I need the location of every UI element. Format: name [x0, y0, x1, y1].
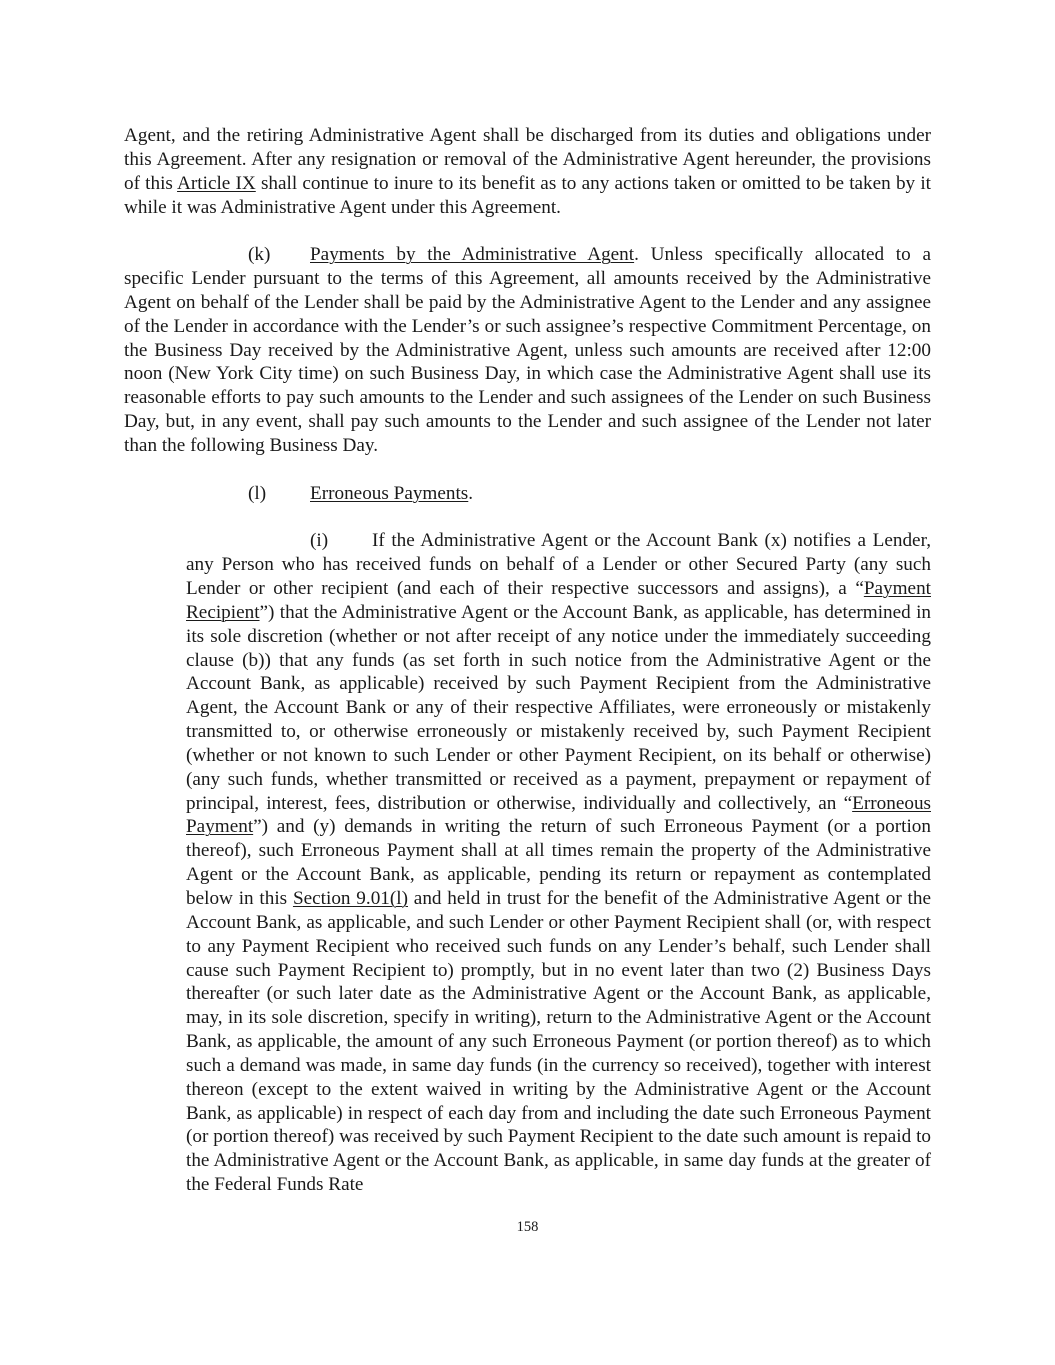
paragraph-text: and held in trust for the benefit of the Administrative Agent or the Account Bank, as applicable, and such Lender or other Payment Recipient shall (or, with respect to any Payment Recipient who received such funds on any Lender’s behalf, such Lender shall cause such Payment Recipient to) promptly, but in no event later than two (2) Business Days thereafter (or such later date as the Administrative Agent or the Account Bank, as applicable, may, in its sole discretion, specify in writing), return to the Administrative Agent or the Account Bank, as applicable, the amount of any such Erroneous Payment (or portion thereof) as to which such a demand was made, in same day funds (in the currency so received), together with interest thereon (except to the extent waived in writing by the Administrative Agent or the Account Bank, as applicable) in respect of each day from and including the date such Erroneous Payment (or portion thereof) was received by such Payment Recipient to the date such amount is repaid to the Administrative Agent or the Account Bank, as applicable, in same day funds at the greater of the Federal Funds Rate	[186, 888, 931, 1196]
continuation-paragraph	[124, 124, 931, 219]
section-k-body: Unless specifically allocated to a specific Lender pursuant to the terms of this Agreement, all amounts received by the Administrative Agent on behalf of the Lender shall be paid by the Administrative Agent to the Lender and any assignee of the Lender in accordance with the Lender’s or such assignee’s respective Commitment Percentage, on the Business Day received by the Administrative Agent, unless such amounts are received after 12:00 noon (New York City time) on such Business Day, in which case the Administrative Agent shall use its reasonable efforts to pay such amounts to the Lender and such assignees of the Lender on such Business Day, but, in any event, shall pay such amounts to the Lender and such assignee of the Lender not later than the following Business Day.	[124, 244, 931, 456]
paragraph-text: shall continue to inure to its benefit as to any actions taken or omitted to be taken by it while it was Administrative Agent under this Agreement.	[124, 172, 931, 218]
section-k-title: Payments by the Administrative Agent	[310, 244, 635, 266]
section-9-01-l-reference: Section 9.01(l)	[292, 888, 408, 909]
section-l-marker: (l)	[248, 482, 267, 504]
title-suffix: .	[634, 244, 639, 266]
page-number: 158	[516, 1219, 539, 1235]
section-l-heading	[124, 482, 931, 506]
paragraph-text: ”) that the Administrative Agent or the Account Bank, as applicable, has determined in its sole discretion (whether or not after receipt of any notice under the immediately succeeding clause (b)) that any funds (as set forth in such notice from the Administrative Agent or the Account Bank, as applicable) received by such Payment Recipient from the Administrative Agent, the Account Bank or any of their respective Affiliates, were erroneously or mistakenly transmitted to, or otherwise erroneously or mistakenly received by, such Payment Recipient (whether or not known to such Lender or other Payment Recipient, on its behalf or otherwise) (any such funds, whether transmitted or received as a payment, prepayment or repayment of principal, interest, fees, distribution or otherwise, individually and collectively, an “	[186, 601, 931, 814]
document-page	[124, 124, 931, 1197]
section-l-title: Erroneous Payments	[310, 482, 469, 504]
title-suffix: .	[468, 482, 474, 504]
paragraph-text: If the Administrative Agent or the Account Bank (x) notifies a Lender, any Person who has received funds on behalf of a Lender or other Secured Party (any such Lender or other recipient (and each of their respective successors and assigns), a “	[186, 530, 931, 600]
indent	[186, 530, 310, 551]
paragraph-text: ”) and (y) demands in writing the return of such Erroneous Payment (or a portion thereof), such Erroneous Payment shall at all times remain the property of the Administrative Agent or the Account Bank, as applicable, pending its return or repayment as contemplated below in this	[186, 816, 931, 909]
section-l-i-paragraph	[186, 529, 931, 1197]
indent	[124, 244, 248, 265]
paragraph-text: Agent, and the retiring Administrative Agent shall be discharged from its duties and obligations under this Agreement. After any resignation or removal of the Administrative Agent hereunder, the provisions of this	[124, 125, 931, 194]
section-k-marker: (k)	[248, 244, 271, 266]
section-l-i-block	[186, 529, 931, 1197]
defined-term-payment-recipient: Payment Recipient	[186, 578, 931, 623]
section-k-paragraph	[124, 243, 931, 458]
section-l-i-marker: (i)	[310, 530, 329, 552]
defined-term-erroneous-payment: Erroneous Payment	[186, 792, 931, 838]
article-ix-reference: Article IX	[177, 172, 256, 194]
